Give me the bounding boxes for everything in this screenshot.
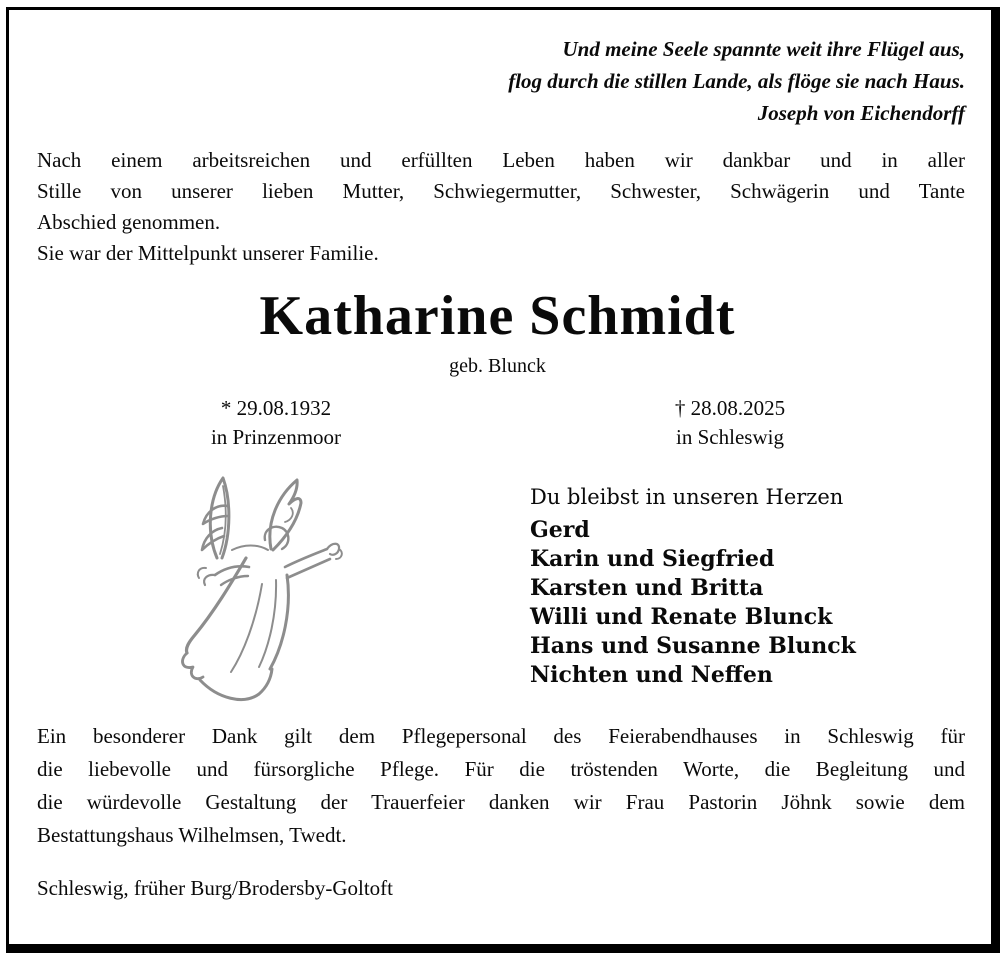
birth-date-line: [156, 394, 396, 423]
mourner-name: Hans und Susanne Blunck: [530, 633, 856, 659]
condolence-block: [530, 482, 856, 690]
maiden-name: geb. Blunck: [449, 355, 546, 377]
mourner-name: Willi und Renate Blunck: [530, 604, 833, 630]
epigraph-quote: [508, 33, 965, 129]
deceased-name: Katharine Schmidt: [259, 285, 736, 347]
death-info: [610, 394, 850, 452]
death-cross-symbol: †: [674, 396, 686, 420]
mourners-list: [530, 516, 856, 690]
quote-line: flog durch die stillen Lande, als flöge sie nach Haus.: [508, 69, 965, 93]
intro-line: Abschied genommen.: [37, 210, 221, 234]
birth-info: [156, 394, 396, 452]
mourner-name: Nichten und Neffen: [530, 662, 773, 688]
condolence-heading: Du bleibst in unseren Herzen: [530, 485, 844, 509]
angel-sketch-icon: [170, 472, 350, 707]
mourner-name: Karin und Siegfried: [530, 546, 775, 572]
quote-line: Und meine Seele spannte weit ihre Flügel aus,: [562, 37, 965, 61]
closing-place-line: Schleswig, früher Burg/Brodersby-Goltoft: [37, 876, 393, 900]
intro-line: Sie war der Mittelpunkt unserer Familie.: [37, 241, 379, 265]
quote-attribution: Joseph von Eichendorff: [757, 101, 965, 125]
intro-line: Stille von unserer lieben Mutter, Schwiegermutter, Schwester, Schwägerin und Tante: [37, 179, 965, 203]
thanks-line: Ein besonderer Dank gilt dem Pflegepersonal des Feierabendhauses in Schleswig für: [37, 724, 965, 748]
thanks-line: Bestattungshaus Wilhelmsen, Twedt.: [37, 823, 347, 847]
thanks-line: die würdevolle Gestaltung der Trauerfeier danken wir Frau Pastorin Jöhnk sowie dem: [37, 790, 965, 814]
intro-paragraph: [37, 145, 965, 269]
thanks-paragraph: [37, 720, 965, 852]
birth-star-symbol: *: [220, 396, 232, 420]
intro-line: Nach einem arbeitsreichen und erfüllten Leben haben wir dankbar und in aller: [37, 148, 965, 172]
death-place: in Schleswig: [676, 425, 784, 449]
mourner-name: Gerd: [530, 517, 590, 543]
birth-place: in Prinzenmoor: [210, 425, 342, 449]
mourner-name: Karsten und Britta: [530, 575, 764, 601]
thanks-line: die liebevolle und fürsorgliche Pflege. Für die tröstenden Worte, die Begleitung und: [37, 757, 965, 781]
death-date: 28.08.2025: [690, 396, 786, 420]
death-date-line: [610, 394, 850, 423]
birth-date: 29.08.1932: [236, 396, 332, 420]
